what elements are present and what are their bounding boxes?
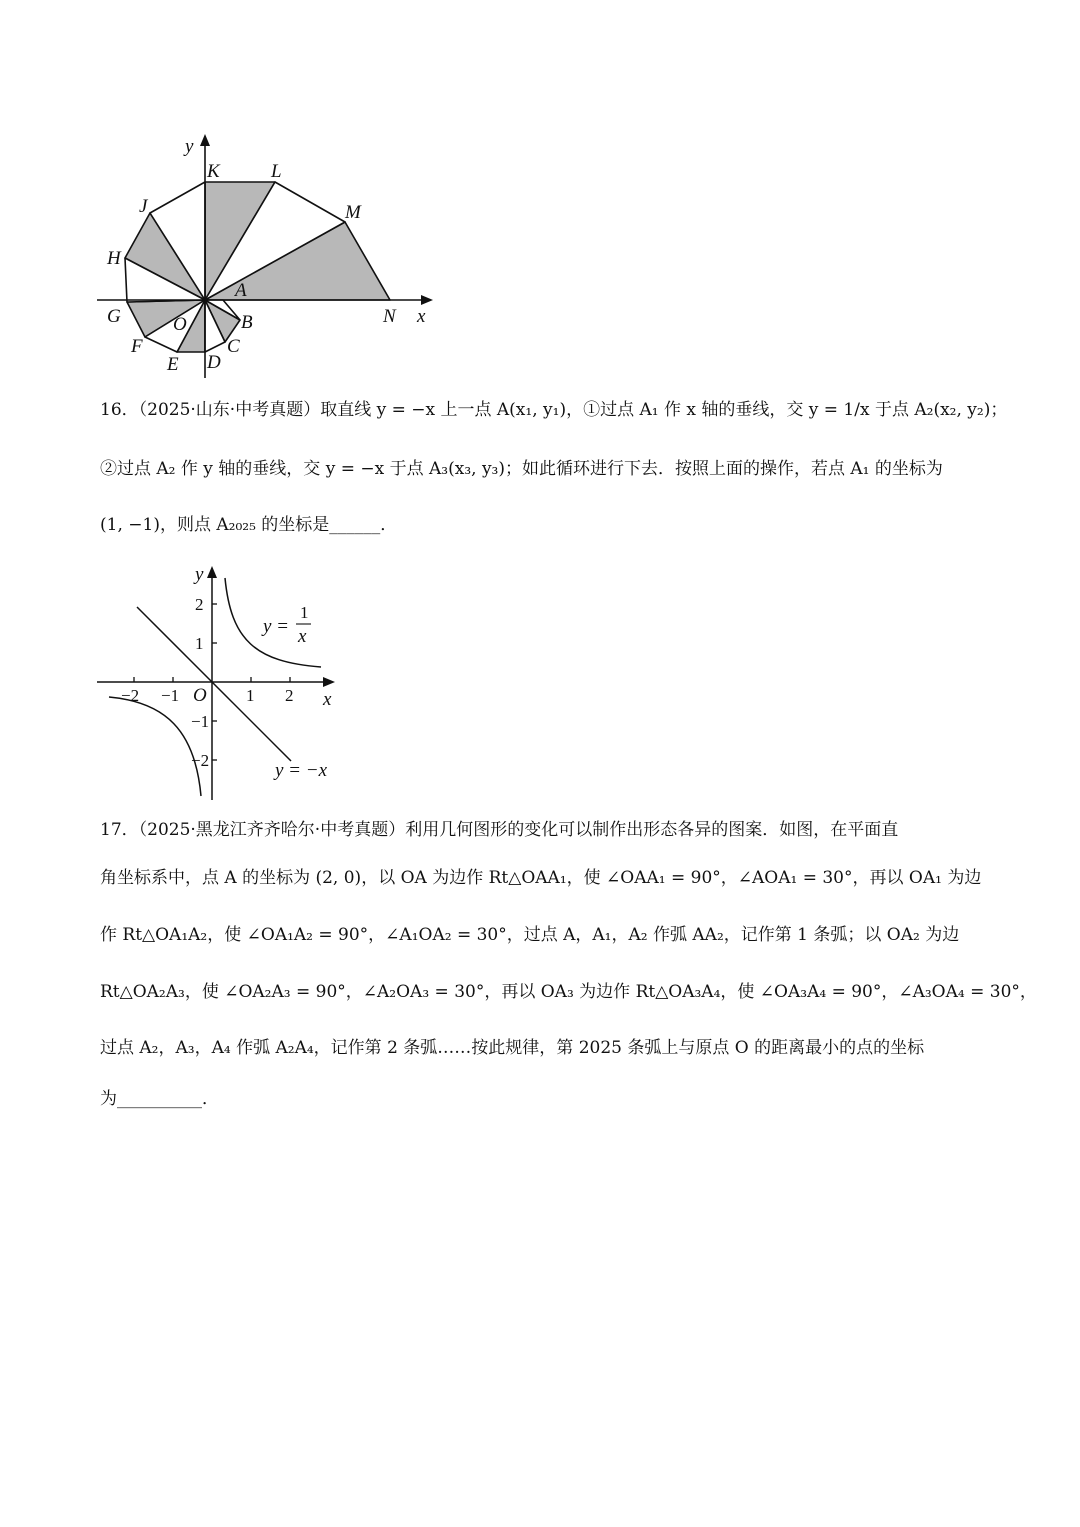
point-label-l: L bbox=[271, 161, 282, 182]
point-label-n: N bbox=[383, 306, 396, 327]
point-label-k: K bbox=[207, 161, 220, 182]
point-label-a: A bbox=[235, 280, 247, 301]
point-label-c: C bbox=[227, 336, 240, 357]
y-axis-arrow-icon bbox=[207, 566, 217, 578]
x-axis-label: x bbox=[323, 689, 332, 710]
point-label-d: D bbox=[207, 352, 221, 373]
x-tick-neg1: −1 bbox=[161, 686, 180, 705]
x-axis-arrow-icon bbox=[421, 295, 433, 305]
point-label-h: H bbox=[107, 248, 121, 269]
point-label-o: O bbox=[173, 314, 187, 335]
x-tick-1: 1 bbox=[246, 686, 255, 705]
y-tick-neg1: −1 bbox=[191, 712, 210, 731]
q17-line-2: 角坐标系中，点 A 的坐标为 (2, 0)，以 OA 为边作 Rt△OAA₁，使 ∠OAA₁ = 90°，∠AOA₁ = 30°，再以 OA₁ 为边 bbox=[100, 868, 982, 888]
q17-line-4: Rt△OA₂A₃，使 ∠OA₂A₃ = 90°，∠A₂OA₃ = 30°，再以 OA₃ 为边作 Rt△OA₃A₄，使 ∠OA₃A₄ = 90°，∠A₃OA₄ = 30°， bbox=[100, 982, 1037, 1002]
x-axis-label: x bbox=[417, 306, 426, 327]
point-label-e: E bbox=[167, 354, 179, 375]
point-label-j: J bbox=[139, 196, 148, 217]
hyperbola-line-graph bbox=[95, 560, 350, 805]
hyperbola-branch-q3 bbox=[109, 697, 201, 796]
y-tick-neg2: −2 bbox=[191, 751, 210, 770]
q16-line-1: 16．（2025·山东·中考真题）取直线 y = −x 上一点 A(x₁, y₁)，①过点 A₁ 作 x 轴的垂线，交 y = 1/x 于点 A₂(x₂, y₂)； bbox=[100, 400, 1008, 420]
x-tick-neg2: −2 bbox=[121, 686, 140, 705]
q17-line-6: 为__________． bbox=[100, 1089, 219, 1109]
curve-label-denominator: x bbox=[298, 626, 307, 647]
point-label-m: M bbox=[345, 202, 361, 223]
y-axis-label: y bbox=[185, 136, 194, 157]
q17-line-3: 作 Rt△OA₁A₂，使 ∠OA₁A₂ = 90°，∠A₁OA₂ = 30°，过点 A，A₁，A₂ 作弧 AA₂，记作第 1 条弧；以 OA₂ 为边 bbox=[100, 925, 960, 945]
line-label-y-neg-x: y = −x bbox=[275, 760, 328, 781]
q16-line-3: (1, −1)，则点 A₂₀₂₅ 的坐标是______． bbox=[100, 515, 398, 535]
q17-line-5: 过点 A₂，A₃，A₄ 作弧 A₂A₄，记作第 2 条弧……按此规律，第 2025 条弧上与原点 O 的距离最小的点的坐标 bbox=[100, 1038, 925, 1058]
point-label-g: G bbox=[107, 306, 121, 327]
q16-line-2: ②过点 A₂ 作 y 轴的垂线，交 y = −x 于点 A₃(x₃, y₃)；如此循环进行下去．按照上面的操作，若点 A₁ 的坐标为 bbox=[100, 459, 943, 479]
curve-label-lhs: y = bbox=[263, 616, 290, 637]
y-axis-label: y bbox=[195, 564, 204, 585]
x-tick-2: 2 bbox=[285, 686, 294, 705]
curve-label-numerator: 1 bbox=[300, 603, 309, 622]
y-tick-1: 1 bbox=[195, 634, 204, 653]
y-tick-2: 2 bbox=[195, 595, 204, 614]
x-axis-arrow-icon bbox=[323, 677, 335, 687]
point-label-f: F bbox=[131, 336, 143, 357]
y-axis-arrow-icon bbox=[200, 134, 210, 146]
point-label-b: B bbox=[241, 312, 253, 333]
spiral-triangle-figure bbox=[95, 130, 440, 380]
origin-label: O bbox=[193, 685, 207, 706]
q17-line-1: 17．（2025·黑龙江齐齐哈尔·中考真题）利用几何图形的变化可以制作出形态各异的图案．如图，在平面直 bbox=[100, 820, 899, 840]
